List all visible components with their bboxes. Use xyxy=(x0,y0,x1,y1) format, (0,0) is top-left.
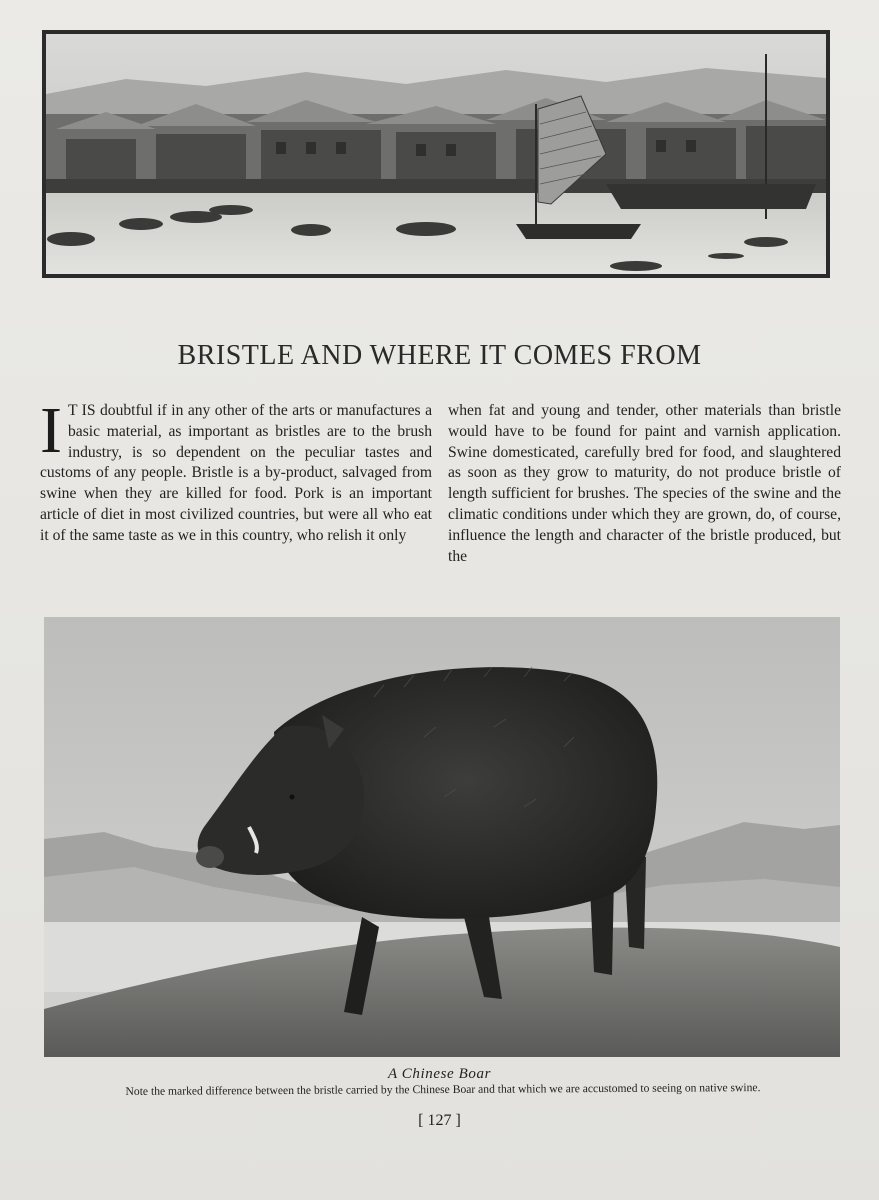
article-paragraph-right: when fat and young and tender, other materials than bristle would have to be found for paint and varnish application. Swine domesticated, carefully bred for food, and slaughtered as soon as they grow to maturity, do not produce bristle of length sufficient for brushes. The species of the swine and the climatic conditions under which they are grown, do, of course, influence the length and character of the bristle produced, but the xyxy=(448,402,841,565)
left-column-text: T IS doubtful if in any other of the arts or manufactures a basic material, as important as bristles are to the brush industry, is so dependent on the peculiar tastes and customs of any people. Bristle is a by-product, salvaged from swine when they are killed for food. Pork is an important article of diet in most civilized countries, but were all who eat it of the same taste as we in this country, who relish it only xyxy=(40,402,432,544)
article-column-right xyxy=(448,401,841,567)
page-number: [ 127 ] xyxy=(418,1112,461,1129)
article-paragraph-left xyxy=(40,394,432,547)
chinese-boar-photo xyxy=(44,617,840,1057)
boar-photo-illustration xyxy=(44,617,840,1057)
article-title: BRISTLE AND WHERE IT COMES FROM xyxy=(177,340,702,371)
figure-note: Note the marked difference between the bristle carried by the Chinese Boar and that which we are accustomed to seeing on native swine. xyxy=(125,1081,761,1098)
article-column-left xyxy=(40,394,432,547)
figure-caption: A Chinese Boar xyxy=(387,1066,492,1082)
drop-cap: I xyxy=(40,394,62,467)
harbor-photo-illustration xyxy=(46,34,826,274)
harbor-photo xyxy=(42,30,830,278)
